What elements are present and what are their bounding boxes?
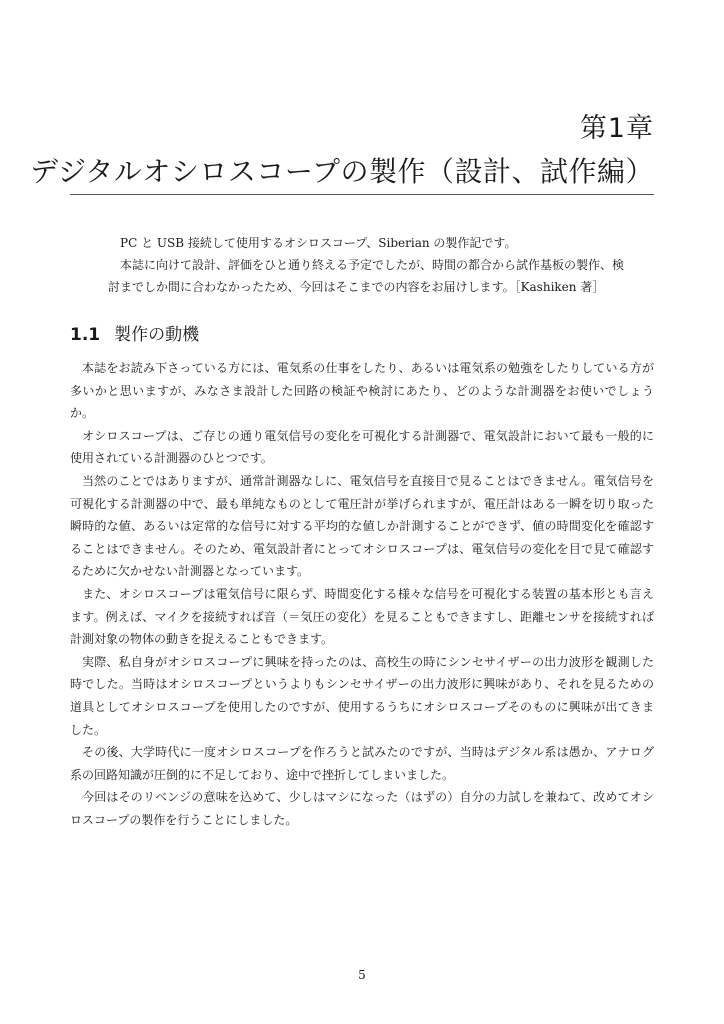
abstract-paragraph: PC と USB 接続して使用するオシロスコープ、Siberian の製作記です。 <box>120 236 517 250</box>
body-paragraph: 今回はそのリベンジの意味を込めて、少しはマシになった（はずの）自分の力試しを兼ねて、改めてオシロスコープの製作を行うことにしました。 <box>70 790 654 827</box>
chapter-title: デジタルオシロスコープの製作（設計、試作編） <box>30 155 654 188</box>
page-number: 5 <box>358 968 366 982</box>
section-heading <box>70 320 199 345</box>
body-paragraph: オシロスコープは、ご存じの通り電気信号の変化を可視化する計測器で、電気設計において最も一般的に使用されている計測器のひとつです。 <box>70 428 654 466</box>
body-paragraph: 本誌をお読み下さっている方には、電気系の仕事をしたり、あるいは電気系の勉強をしたりしている方が多いかと思いますが、みなさま設計した回路の検証や検討にあたり、どのような計測器をお使いでしょうか。 <box>70 361 654 421</box>
section-title: 製作の動機 <box>114 325 200 345</box>
section-number: 1.1 <box>70 325 101 345</box>
abstract-paragraph: 本誌に向けて設計、評価をひと通り終える予定でしたが、時間の都合から試作基板の製作、検討までしか間に合わなかったため、今回はそこまでの内容をお届けします。［Kashiken 著］ <box>108 258 625 294</box>
body-paragraph: また、オシロスコープは電気信号に限らず、時間変化する様々な信号を可視化する装置の基本形とも言えます。例えば、マイクを接続すれば音（＝気圧の変化）を見ることもできますし、距離センサを接続すれば計測対象の物体の動きを捉えることもできます。 <box>70 586 654 647</box>
abstract <box>108 232 628 298</box>
body-paragraph: 実際、私自身がオシロスコープに興味を持ったのは、高校生の時にシンセサイザーの出力波形を観測した時でした。当時はオシロスコープというよりもシンセサイザーの出力波形に興味があり、それを見るための道具としてオシロスコープを使用したのですが、使用するうちにオシロスコープそのものに興味が出てきました。 <box>70 654 654 737</box>
body-paragraph: その後、大学時代に一度オシロスコープを作ろうと試みたのですが、当時はデジタル系は愚か、アナログ系の回路知識が圧倒的に不足しており、途中で挫折してしまいました。 <box>70 745 654 782</box>
chapter-label: 第1章 <box>579 113 654 144</box>
title-rule <box>70 194 654 195</box>
body-text <box>70 357 654 831</box>
body-paragraph: 当然のことではありますが、通常計測器なしに、電気信号を直接目で見ることはできません。電気信号を可視化する計測器の中で、最も単純なものとして電圧計が挙げられますが、電圧計はある一瞬を切り取った瞬時的な値、あるいは定常的な信号に対する平均的な値しか計測することができず、値の時間変化を確認することはできません。そのため、電気設計者にとってオシロスコープは、電気信号の変化を目で見て確認するために欠かせない計測器となっています。 <box>70 473 654 579</box>
